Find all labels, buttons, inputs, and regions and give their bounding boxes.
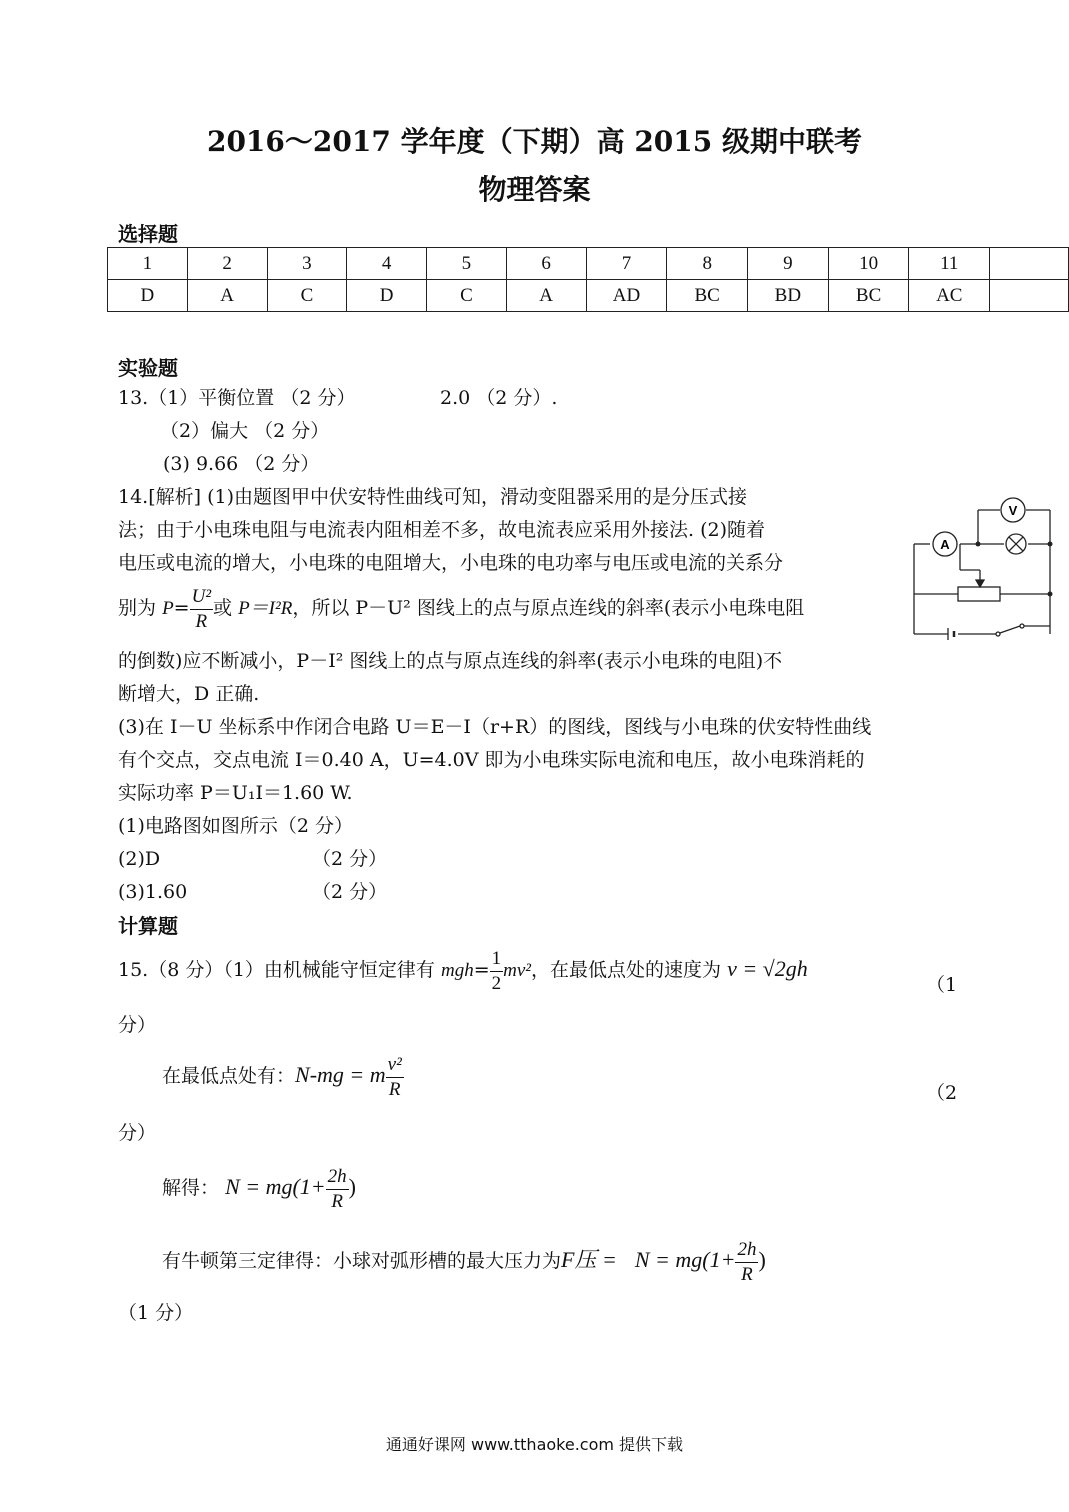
question-number: 5 — [427, 248, 507, 280]
q15-line3 — [162, 1162, 356, 1214]
answer-cell: AD — [586, 280, 667, 312]
q14-line8: 有个交点，交点电流 I＝0.40 A，U=4.0V 即为小电珠实际电流和电压，故小电珠消耗的 — [118, 749, 865, 771]
answer-numbers-row — [108, 248, 1069, 280]
answer-cell: C — [427, 280, 507, 312]
q13-line3: (3) 9.66 （2 分） — [163, 453, 320, 475]
question-number: 8 — [667, 248, 748, 280]
q15-half-num: 1 — [490, 947, 504, 972]
q15-l4-score: （1 分） — [118, 1302, 194, 1324]
q15-l4-pre: 有牛顿第三定律得：小球对弧形槽的最大压力为 — [162, 1250, 562, 1272]
answer-cell: BC — [828, 280, 909, 312]
q15-l4-eq: N = mg(1+ — [634, 1247, 736, 1272]
question-number: 2 — [187, 248, 267, 280]
q14-fraction-num: U² — [190, 585, 213, 610]
answer-values-row — [108, 280, 1069, 312]
q15-l3-num: 2h — [326, 1165, 349, 1190]
q13-line2: （2）偏大 （2 分） — [160, 420, 330, 442]
q15-l4-f: F压 = — [561, 1247, 617, 1272]
q14-answer1: (1)电路图如图所示（2 分） — [118, 815, 354, 837]
q15-l3-den: R — [331, 1190, 343, 1212]
page-subtitle: 物理答案 — [478, 173, 591, 206]
q15-l2-score: （2 — [926, 1082, 958, 1104]
q14-l4-p: P — [162, 598, 174, 619]
q15-l4-fraction — [735, 1238, 758, 1287]
q14-line7: (3)在 I－U 坐标系中作闭合电路 U＝E－I（r+R）的图线，图线与小电珠的伏安特性曲线 — [118, 716, 872, 738]
q14-line5: 的倒数)应不断减小，P－I² 图线上的点与原点连线的斜率(表示小电珠的电阻)不 — [118, 650, 783, 672]
voltmeter-label: V — [1008, 503, 1018, 518]
empty-cell — [990, 248, 1069, 280]
question-number: 10 — [828, 248, 909, 280]
answer-cell: D — [347, 280, 427, 312]
q15-l1-mgh: mgh — [440, 960, 474, 981]
q15-l2-den: R — [388, 1078, 401, 1100]
question-number: 4 — [347, 248, 427, 280]
q15-line4 — [162, 1235, 766, 1287]
question-number: 11 — [909, 248, 990, 280]
q14-l4-eq: = — [173, 597, 190, 619]
q15-l2-fraction — [386, 1053, 404, 1102]
q15-l4-den: R — [741, 1263, 753, 1285]
q14-l4-mid: 或 — [213, 597, 233, 619]
question-number: 9 — [748, 248, 829, 280]
q14-line6: 断增大，D 正确. — [118, 683, 260, 705]
answer-cell: BC — [667, 280, 748, 312]
q15-l2-eq: N-mg = m — [295, 1062, 386, 1087]
answer-cell: D — [108, 280, 188, 312]
q14-l4-p2: P＝I²R — [238, 598, 293, 619]
question-number: 7 — [586, 248, 667, 280]
q15-line2 — [162, 1050, 404, 1102]
question-number: 3 — [267, 248, 347, 280]
answer-cell: BD — [748, 280, 829, 312]
q15-l1-v: v = √2gh — [727, 956, 808, 981]
q15-l1-pre: 15.（8 分）（1）由机械能守恒定律有 — [118, 959, 435, 981]
q15-half-den: 2 — [491, 972, 502, 994]
answer-table — [107, 247, 1069, 312]
q14-line4 — [118, 583, 804, 634]
q13-line1: 13.（1）平衡位置 （2 分） — [118, 387, 356, 409]
answer-cell: A — [187, 280, 267, 312]
q15-half-fraction — [490, 947, 504, 996]
q13-line1-part2: 2.0 （2 分）. — [440, 387, 558, 409]
q14-line9: 实际功率 P＝U₁I＝1.60 W. — [118, 782, 353, 804]
q15-l1-fen: 分） — [118, 1014, 157, 1036]
q14-answer3-score: （2 分） — [312, 881, 388, 903]
question-number: 1 — [108, 248, 188, 280]
ammeter-label: A — [940, 537, 950, 552]
q15-l3-fraction — [326, 1165, 349, 1214]
q15-l2-num: v² — [386, 1053, 404, 1078]
question-number: 6 — [506, 248, 586, 280]
q14-fraction-den: R — [195, 610, 208, 632]
q15-l1-score: （1 — [926, 974, 958, 996]
empty-cell — [990, 280, 1069, 312]
q15-l2-pre: 在最低点处有： — [162, 1065, 296, 1087]
q14-line3: 电压或电流的增大，小电珠的电阻增大，小电珠的电功率与电压或电流的关系分 — [118, 552, 784, 574]
q15-l4-num: 2h — [735, 1238, 758, 1263]
q14-l4-pre: 别为 — [118, 597, 157, 619]
page-title: 2016～2017 学年度（下期）高 2015 级期中联考 — [206, 125, 863, 158]
experiment-heading: 实验题 — [118, 356, 178, 380]
q15-l1-post: ，在最低点处的速度为 — [531, 959, 722, 981]
q15-l1-mv: mv² — [503, 960, 531, 981]
answer-cell: A — [506, 280, 586, 312]
q15-l3-close: ) — [348, 1174, 356, 1199]
q15-l4-close: ) — [758, 1247, 766, 1272]
q14-line2: 法；由于小电珠电阻与电流表内阻相差不多，故电流表应采用外接法. (2)随着 — [118, 519, 765, 541]
q14-answer2-score: （2 分） — [312, 848, 388, 870]
circuit-diagram — [908, 494, 1058, 642]
answer-cell: C — [267, 280, 347, 312]
q15-l3-pre: 解得： — [162, 1177, 220, 1199]
q15-line1 — [118, 944, 808, 996]
choice-heading: 选择题 — [118, 222, 178, 246]
footer-text: 通通好课网 www.tthaoke.com 提供下载 — [385, 1435, 684, 1454]
q14-line1: 14.[解析] (1)由题图甲中伏安特性曲线可知，滑动变阻器采用的是分压式接 — [118, 486, 747, 508]
answer-cell: AC — [909, 280, 990, 312]
q14-answer2: (2)D — [118, 848, 161, 870]
q15-l2-fen: 分） — [118, 1122, 157, 1144]
q14-l4-rest: ，所以 P－U² 图线上的点与原点连线的斜率(表示小电珠电阻 — [292, 597, 805, 619]
q14-answer3: (3)1.60 — [118, 881, 188, 903]
q15-l1-eq: = — [473, 959, 490, 981]
q15-l3-eq: N = mg(1+ — [225, 1174, 326, 1199]
calc-heading: 计算题 — [118, 914, 178, 938]
q14-fraction — [190, 585, 213, 634]
